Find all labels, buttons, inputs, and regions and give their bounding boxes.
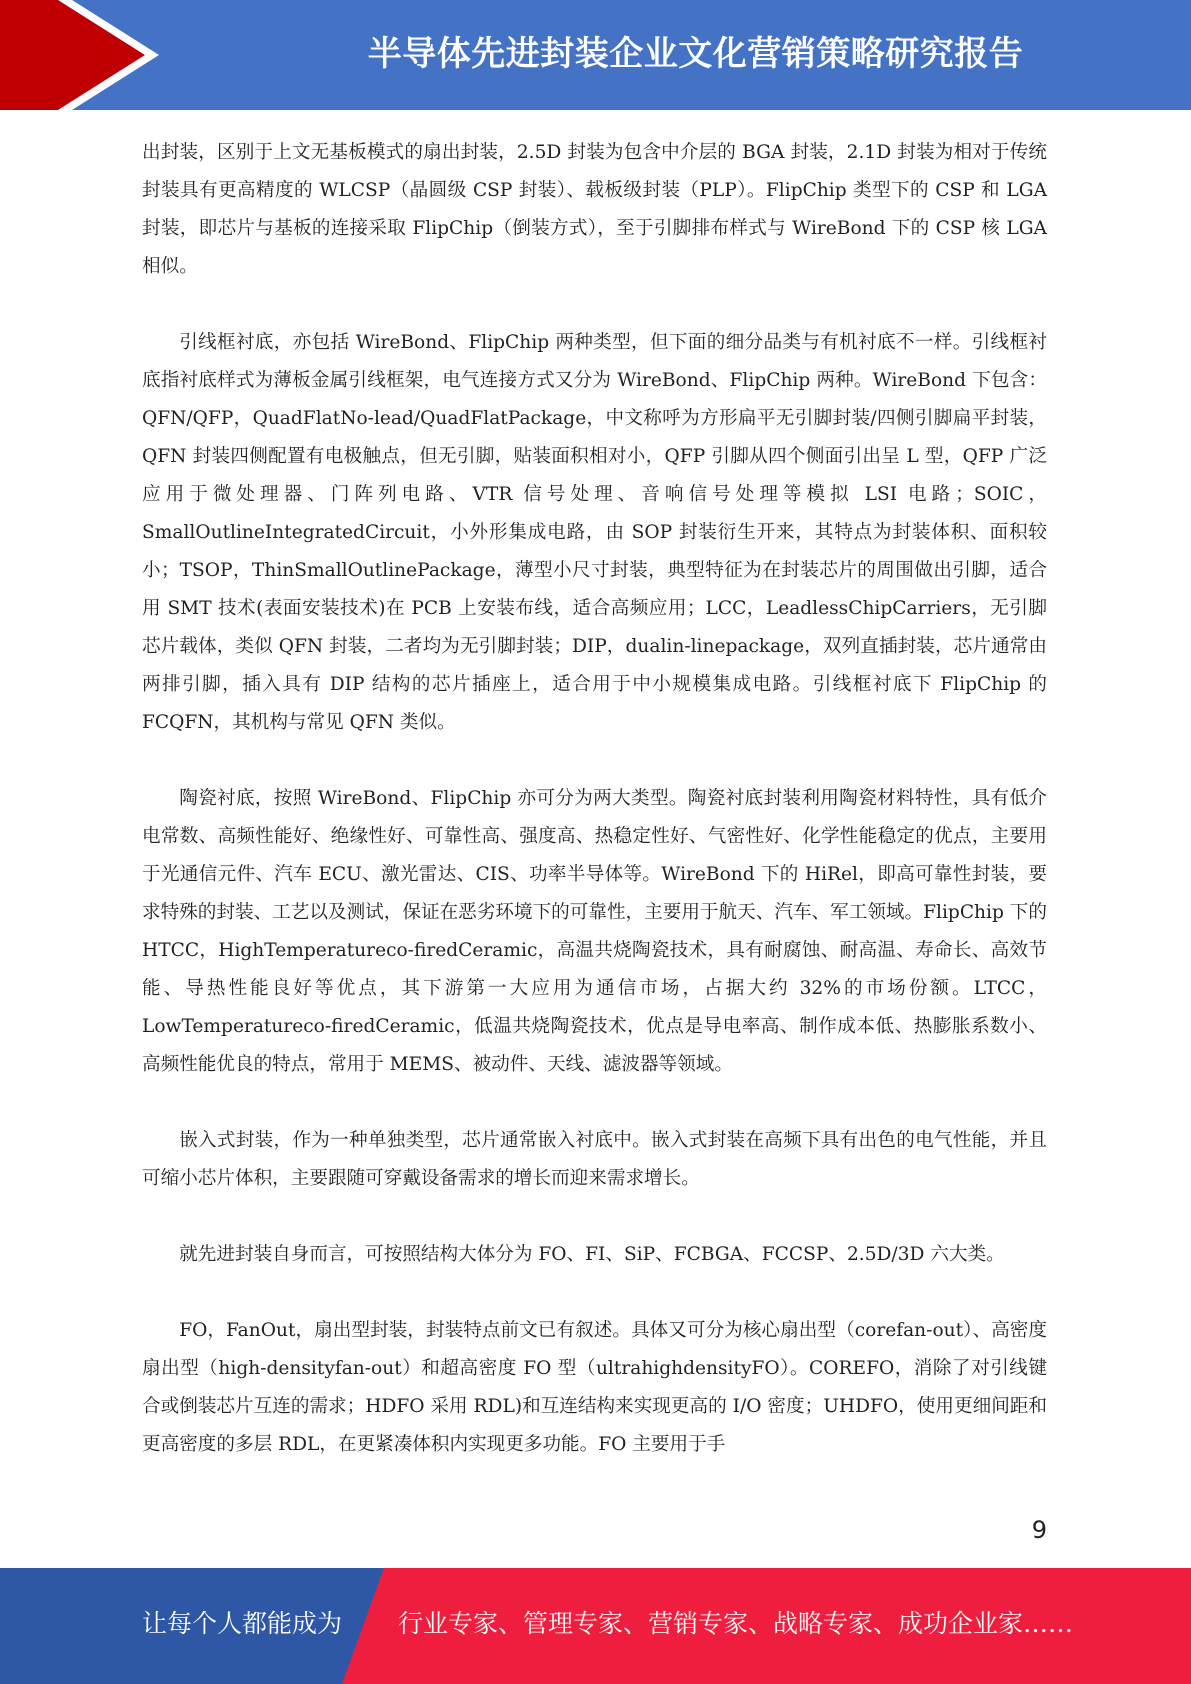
page-number: 9 — [1031, 1516, 1047, 1544]
paragraph-1: 出封装，区别于上文无基板模式的扇出封装，2.5D 封装为包含中介层的 BGA 封装，2.1D 封装为相对于传统封装具有更高精度的 WLCSP（晶圆级 CSP 封装）、载板级封装（PLP）。FlipChip 类型下的 CSP 和 LGA 封装，即芯片与基板的连接采取 FlipChip（倒装方式），至于引脚排布样式与 WireBond 下的 CSP 核 LGA 相似。 — [142, 142, 1047, 277]
document-body — [142, 134, 1047, 1502]
page-header — [0, 0, 1191, 110]
page-footer — [0, 1568, 1191, 1684]
footer-slogan-right: 行业专家、管理专家、营销专家、战略专家、成功企业家…… — [398, 1609, 1074, 1638]
header-title: 半导体先进封装企业文化营销策略研究报告 — [367, 34, 1024, 74]
footer-slogan-left: 让每个人都能成为 — [142, 1609, 343, 1638]
paragraph-2: 引线框衬底，亦包括 WireBond、FlipChip 两种类型，但下面的细分品类与有机衬底不一样。引线框衬底指衬底样式为薄板金属引线框架，电气连接方式又分为 WireBond、FlipChip 两种。WireBond 下包含：QFN/QFP，QuadFlatNo-lead/QuadFlatPackage，中文称呼为方形扁平无引脚封装/四侧引脚扁平封装，QFN 封装四侧配置有电极触点，但无引脚，贴装面积相对小，QFP 引脚从四个侧面引出呈 L 型，QFP 广泛应用于微处理器、门阵列电路、VTR 信号处理、音响信号处理等模拟 LSI 电路；SOIC，SmallOutlineIntegratedCircuit，小外形集成电路，由 SOP 封装衍生开来，其特点为封装体积、面积较小；TSOP，ThinSmallOutlinePackage，薄型小尺寸封装，典型特征为在封装芯片的周围做出引脚，适合用 SMT 技术(表面安装技术)在 PCB 上安装布线，适合高频应用；LCC，LeadlessChipCarriers，无引脚芯片载体，类似 QFN 封装，二者均为无引脚封装；DIP，dualin-linepackage，双列直插封装，芯片通常由两排引脚，插入具有 DIP 结构的芯片插座上，适合用于中小规模集成电路。引线框衬底下 FlipChip 的 FCQFN，其机构与常见 QFN 类似。 — [142, 332, 1047, 733]
paragraph-4: 嵌入式封装，作为一种单独类型，芯片通常嵌入衬底中。嵌入式封装在高频下具有出色的电气性能，并且可缩小芯片体积，主要跟随可穿戴设备需求的增长而迎来需求增长。 — [142, 1130, 1047, 1189]
paragraph-3: 陶瓷衬底，按照 WireBond、FlipChip 亦可分为两大类型。陶瓷衬底封装利用陶瓷材料特性，具有低介电常数、高频性能好、绝缘性好、可靠性高、强度高、热稳定性好、气密性好、化学性能稳定的优点，主要用于光通信元件、汽车 ECU、激光雷达、CIS、功率半导体等。WireBond 下的 HiRel，即高可靠性封装，要求特殊的封装、工艺以及测试，保证在恶劣环境下的可靠性，主要用于航天、汽车、军工领域。FlipChip 下的 HTCC，HighTemperatureco-firedCeramic，高温共烧陶瓷技术，具有耐腐蚀、耐高温、寿命长、高效节能、导热性能良好等优点，其下游第一大应用为通信市场，占据大约 32%的市场份额。LTCC，LowTemperatureco-firedCeramic，低温共烧陶瓷技术，优点是导电率高、制作成本低、热膨胀系数小、高频性能优良的特点，常用于 MEMS、被动件、天线、滤波器等领域。 — [142, 788, 1047, 1075]
paragraph-6: FO，FanOut，扇出型封装，封装特点前文已有叙述。具体又可分为核心扇出型（corefan-out）、高密度扇出型（high-densityfan-out）和超高密度 FO 型（ultrahighdensityFO）。COREFO，消除了对引线键合或倒装芯片互连的需求；HDFO 采用 RDL)和互连结构来实现更高的 I/O 密度；UHDFO，使用更细间距和更高密度的多层 RDL，在更紧凑体积内实现更多功能。FO 主要用于手 — [142, 1320, 1047, 1455]
paragraph-5: 就先进封装自身而言，可按照结构大体分为 FO、FI、SiP、FCBGA、FCCSP、2.5D/3D 六大类。 — [179, 1244, 1005, 1265]
header-red-arrow — [0, 0, 145, 110]
